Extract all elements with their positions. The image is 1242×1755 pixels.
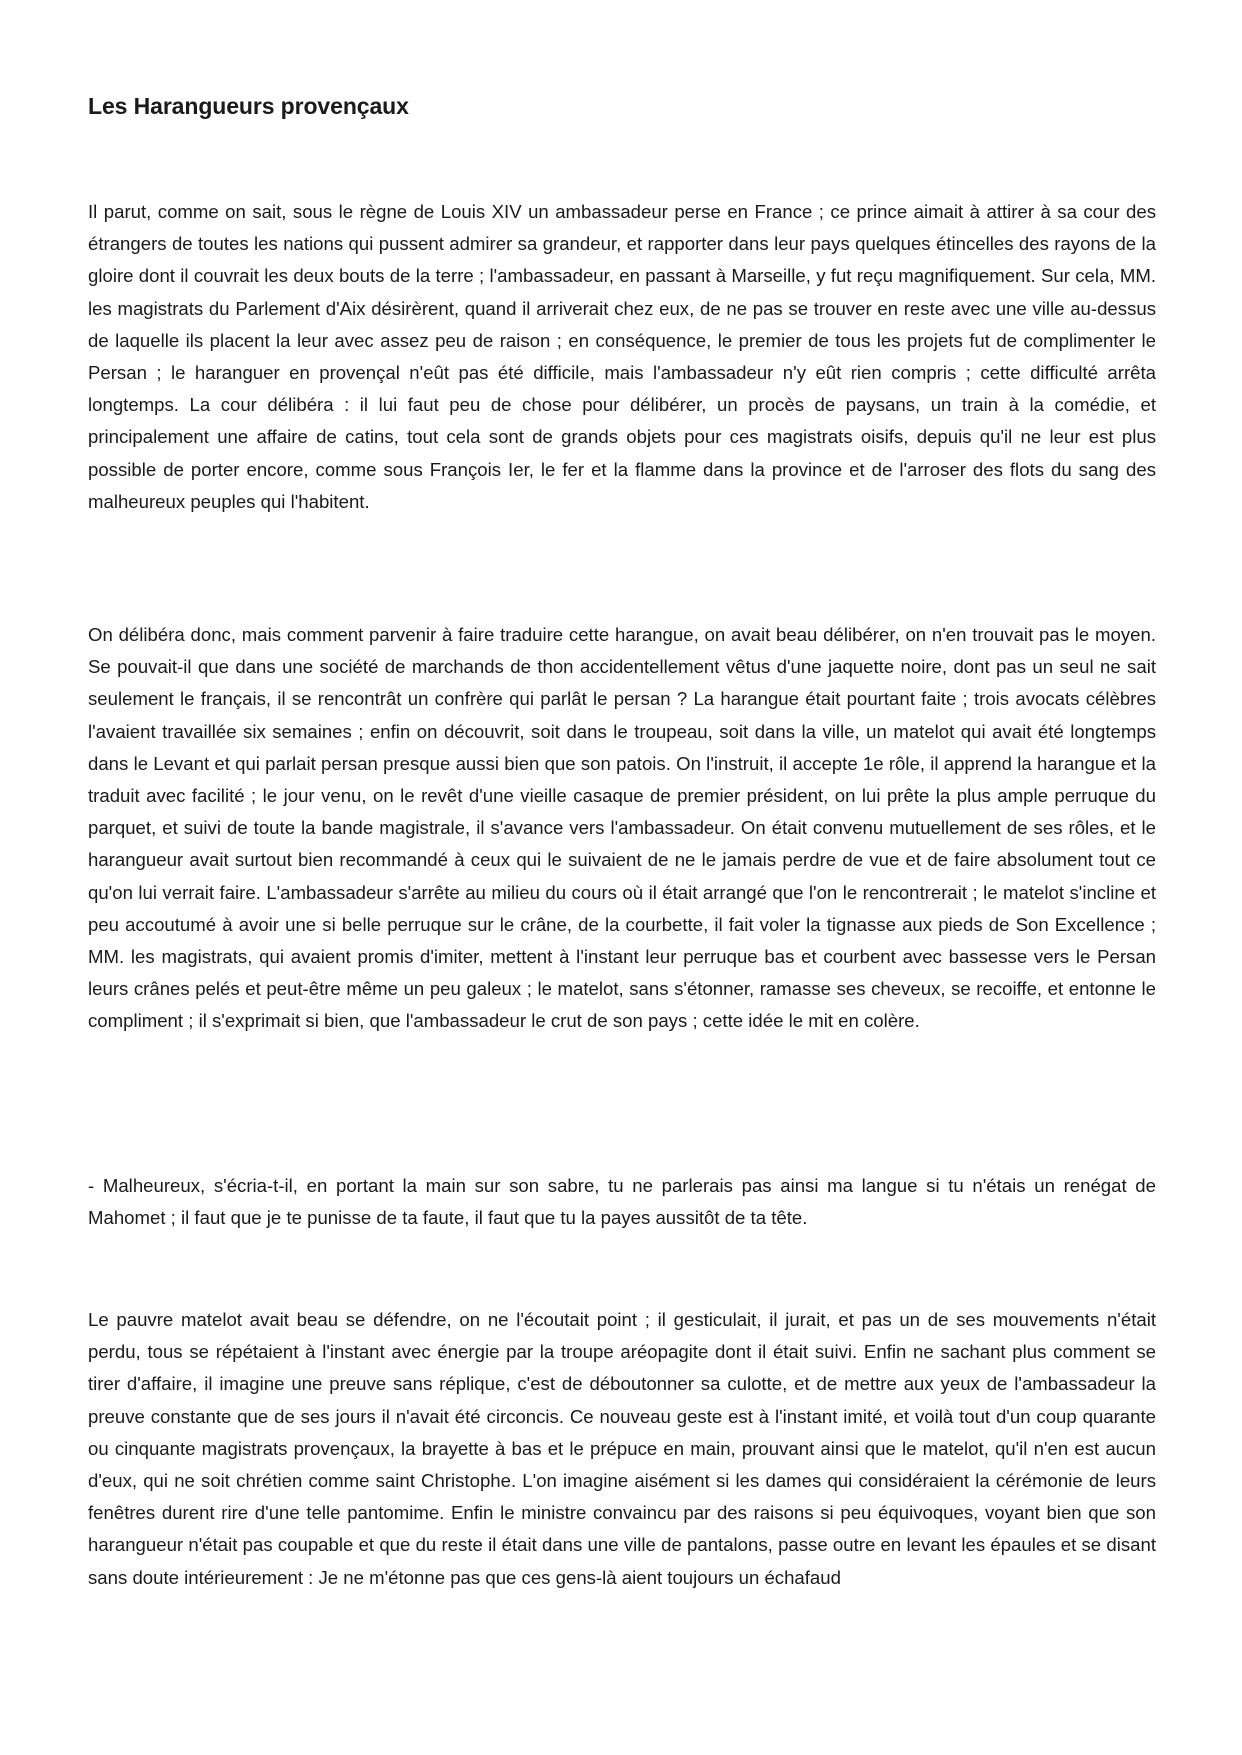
paragraph-1: Il parut, comme on sait, sous le règne de Louis XIV un ambassadeur perse en France ; ce prince aimait à attirer à sa cour des étrangers de toutes les nations qui pussent admirer sa grandeur, et rapporter dans leur pays quelques étincelles des rayons de la gloire dont il couvrait les deux bouts de la terre ; l'ambassadeur, en passant à Marseille, y fut reçu magnifiquement. Sur cela, MM. les magistrats du Parlement d'Aix désirèrent, quand il arriverait chez eux, de ne pas se trouver en reste avec une ville au-dessus de laquelle ils placent la leur avec assez peu de raison ; en conséquence, le premier de tous les projets fut de complimenter le Persan ; le haranguer en provençal n'eût pas été difficile, mais l'ambassadeur n'y eût rien compris ; cette difficulté arrêta longtemps. La cour délibéra : il lui faut peu de chose pour délibérer, un procès de paysans, un train à la comédie, et principalement une affaire de catins, tout cela sont de grands objets pour ces magistrats oisifs, depuis qu'il ne leur est plus possible de porter encore, comme sous François Ier, le fer et la flamme dans la province et de l'arroser des flots du sang des malheureux peuples qui l'habitent.: [88, 201, 1156, 512]
paragraph-3: - Malheureux, s'écria-t-il, en portant la main sur son sabre, tu ne parlerais pas ainsi ma langue si tu n'étais un renégat de Mahomet ; il faut que je te punisse de ta faute, il faut que tu la payes aussitôt de ta tête.: [88, 1175, 1156, 1229]
paragraph-4: Le pauvre matelot avait beau se défendre, on ne l'écoutait point ; il gesticulait, il jurait, et pas un de ses mouvements n'était perdu, tous se répétaient à l'instant avec énergie par la troupe aréopagite dont il était suivi. Enfin ne sachant plus comment se tirer d'affaire, il imagine une preuve sans réplique, c'est de déboutonner sa culotte, et de mettre aux yeux de l'ambassadeur la preuve constante que de ses jours il n'avait été circoncis. Ce nouveau geste est à l'instant imité, et voilà tout d'un coup quarante ou cinquante magistrats provençaux, la brayette à bas et le prépuce en main, prouvant ainsi que le matelot, qu'il n'en est aucun d'eux, qui ne soit chrétien comme saint Christophe. L'on imagine aisément si les dames qui considéraient la cérémonie de leurs fenêtres durent rire d'une telle pantomime. Enfin le ministre convaincu par des raisons si peu équivoques, voyant bien que son harangueur n'était pas coupable et que du reste il était dans une ville de pantalons, passe outre en levant les épaules et se disant sans doute intérieurement : Je ne m'étonne pas que ces gens-là aient toujours un échafaud: [88, 1309, 1156, 1588]
page-title: Les Harangueurs provençaux: [88, 93, 409, 119]
paragraph-2: On délibéra donc, mais comment parvenir à faire traduire cette harangue, on avait beau délibérer, on n'en trouvait pas le moyen. Se pouvait-il que dans une société de marchands de thon accidentellement vêtus d'une jaquette noire, dont pas un seul ne sait seulement le français, il se rencontrât un confrère qui parlât le persan ? La harangue était pourtant faite ; trois avocats célèbres l'avaient travaillée six semaines ; enfin on découvrit, soit dans le troupeau, soit dans la ville, un matelot qui avait été longtemps dans le Levant et qui parlait persan presque aussi bien que son patois. On l'instruit, il accepte 1e rôle, il apprend la harangue et la traduit avec facilité ; le jour venu, on le revêt d'une vieille casaque de premier président, on lui prête la plus ample perruque du parquet, et suivi de toute la bande magistrale, il s'avance vers l'ambassadeur. On était convenu mutuellement de ses rôles, et le harangueur avait surtout bien recommandé à ceux qui le suivaient de ne le jamais perdre de vue et de faire absolument tout ce qu'on lui verrait faire. L'ambassadeur s'arrête au milieu du cours où il était arrangé que l'on le rencontrerait ; le matelot s'incline et peu accoutumé à avoir une si belle perruque sur le crâne, de la courbette, il fait voler la tignasse aux pieds de Son Excellence ; MM. les magistrats, qui avaient promis d'imiter, mettent à l'instant leur perruque bas et courbent avec bassesse vers le Persan leurs crânes pelés et peut-être même un peu galeux ; le matelot, sans s'étonner, ramasse ses cheveux, se recoiffe, et entonne le compliment ; il s'exprimait si bien, que l'ambassadeur le crut de son pays ; cette idée le mit en colère.: [88, 624, 1156, 1032]
